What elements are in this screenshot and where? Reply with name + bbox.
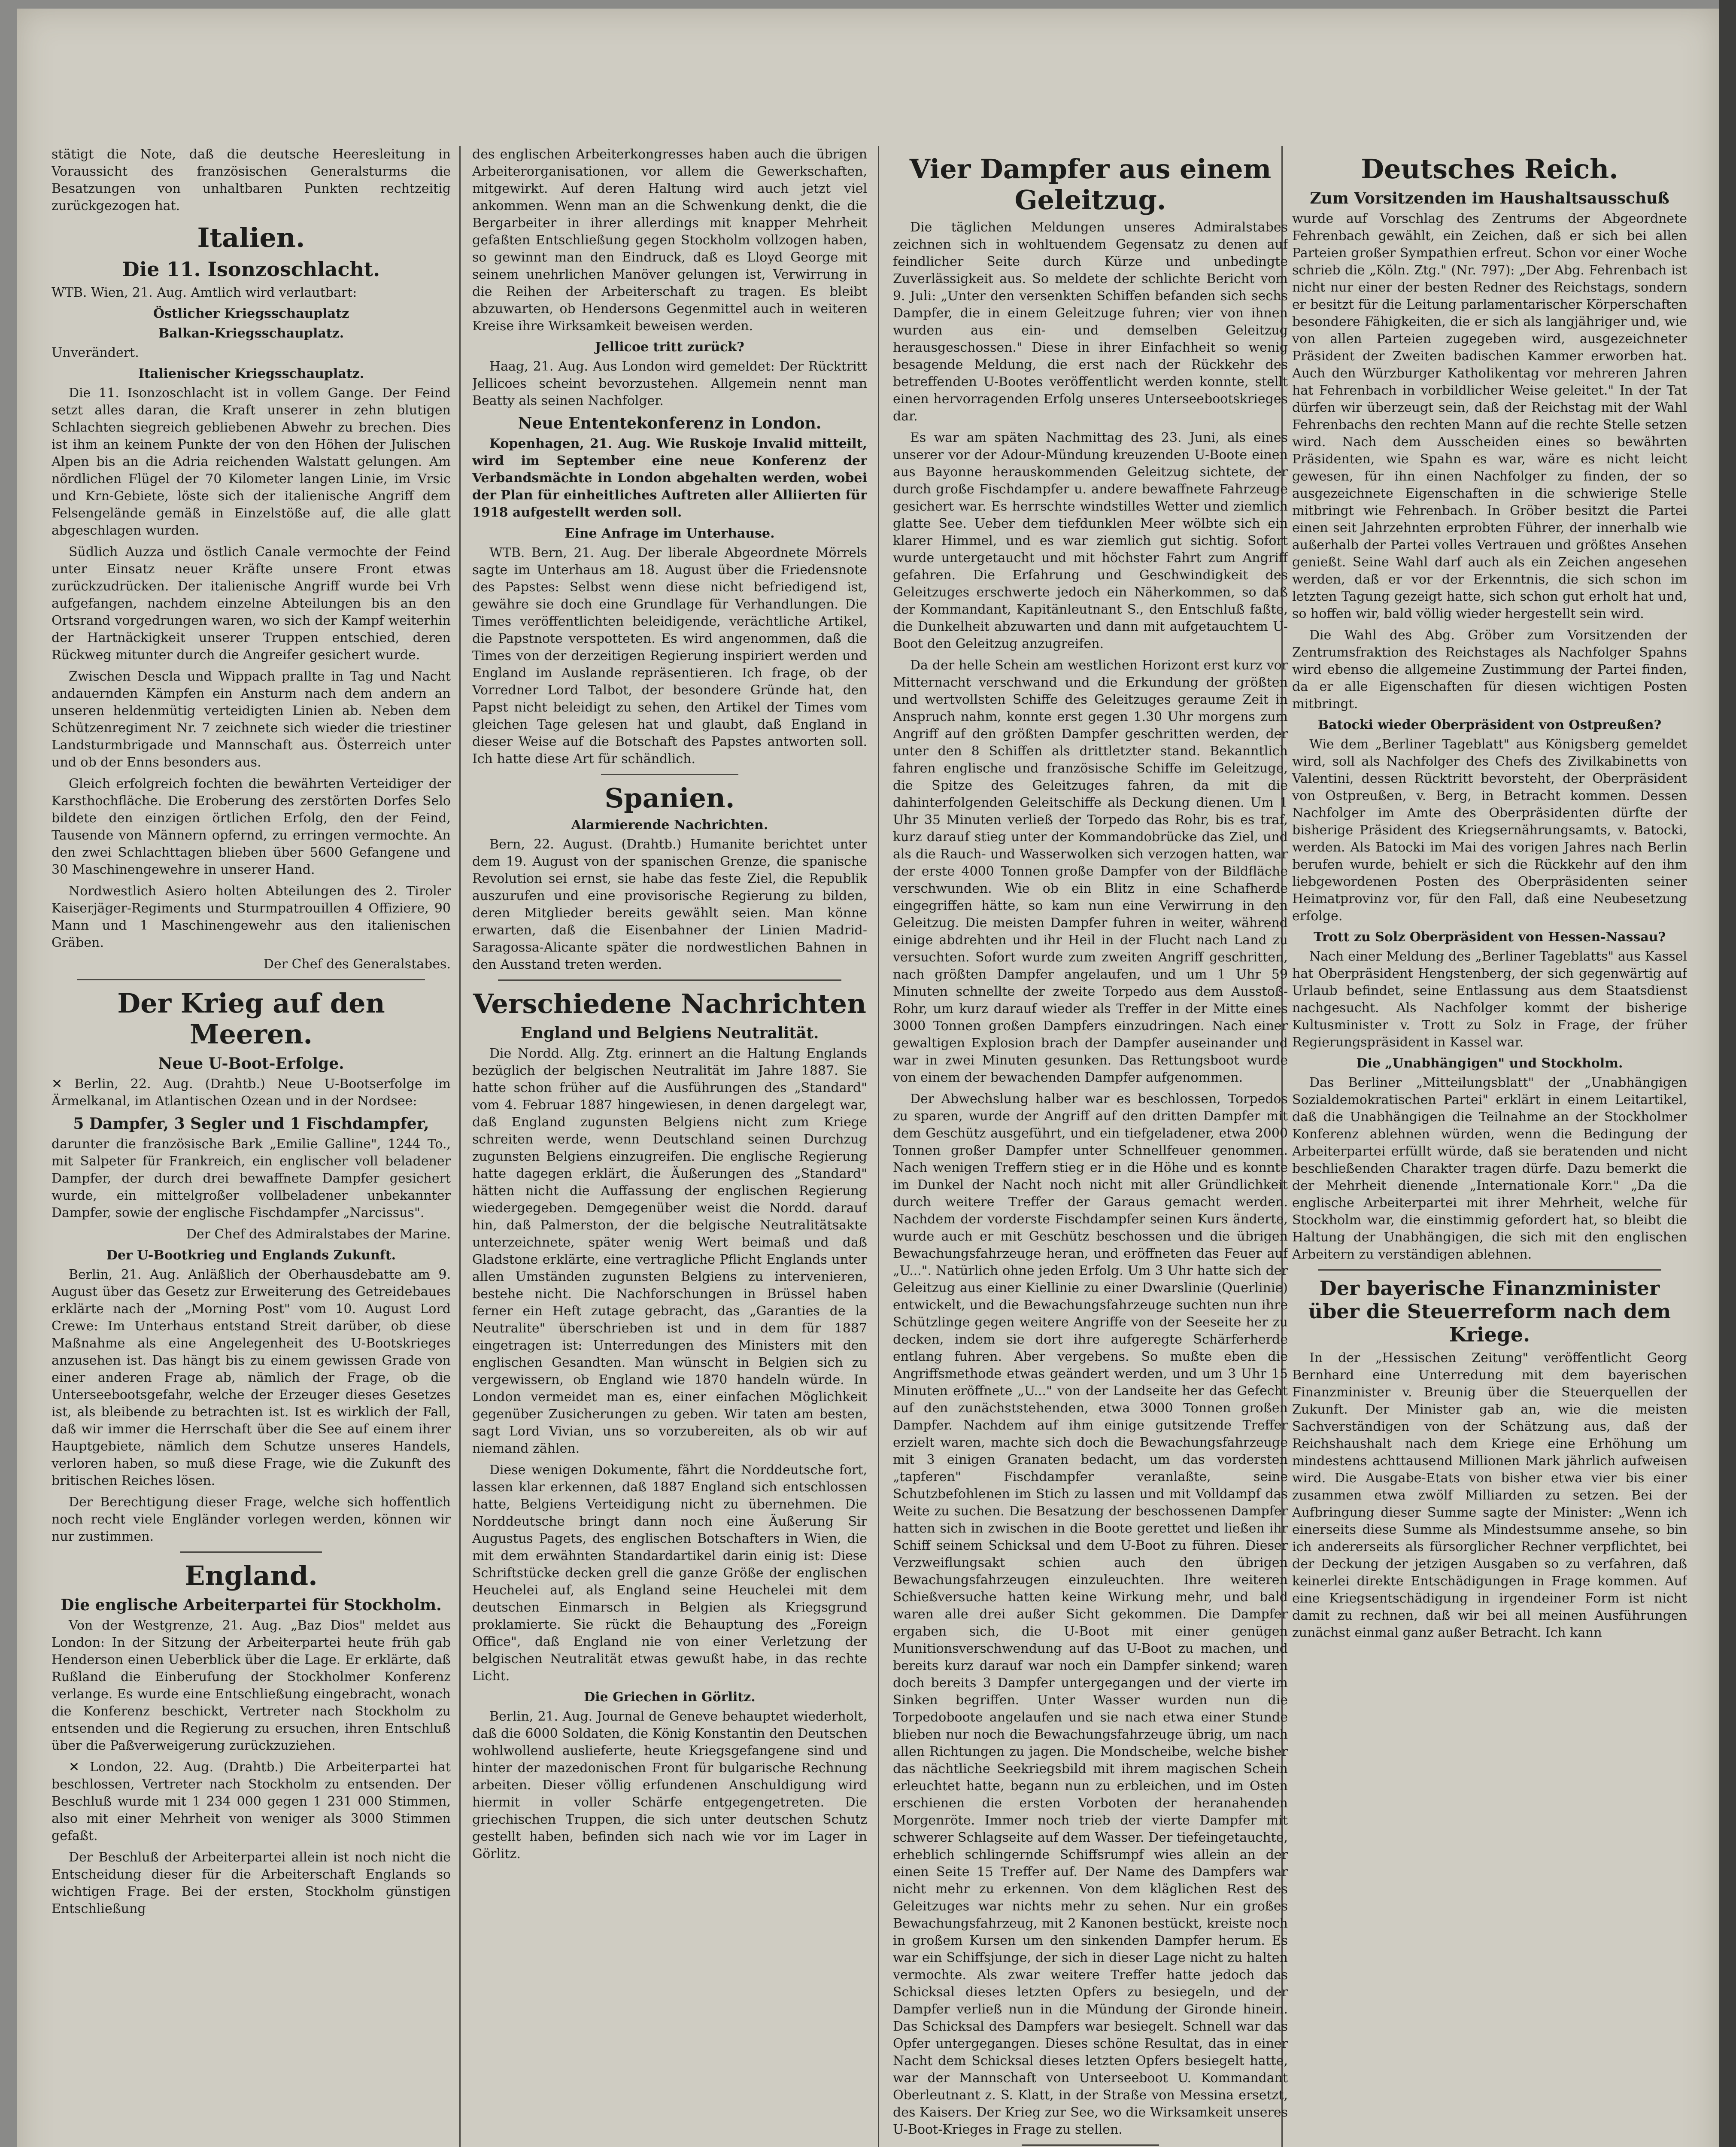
separator <box>77 979 425 980</box>
binding-edge <box>1719 0 1736 2147</box>
column-3 <box>893 146 1288 2147</box>
article-paragraph: Die täglichen Meldungen unseres Admiralstabes zeichnen sich in wohltuendem Gegensatz zu denen auf feindlicher Seite durch Kürze und unbedingte Zuverlässigkeit aus. So meldete der schlichte Bericht vom 9. Juli: „Unter den versenkten Schiffen befanden sich sechs Dampfer, die in einem Geleitzuge fuhren; vier von ihnen wurden aus ein- und demselben Geleitzug herausgeschossen." Diese in ihrer Einfachheit so wenig besagende Meldung, die erst nach der Rückkehr des betreffenden U-Bootes veröffentlicht werden konnte, stellt einen hervorragenden Erfolg unseres Unterseebootskrieges dar. <box>893 220 1288 424</box>
article-paragraph: Von der Westgrenze, 21. Aug. „Baz Dios" meldet aus London: In der Sitzung der Arbeiterpartei heute früh gab Henderson einen Ueberblick über die Lage. Er erklärte, daß Rußland die Einberufung der Stockholmer Konferenz verlange. Es wurde eine Entschließung eingebracht, wonach die Konferenz beschickt, Vertreter nach Stockholm zu entsenden und die Regierung zu ersuchen, ihren Entschluß über die Paßverweigerung zurückzuziehen. <box>52 1618 451 1753</box>
article-heading: Neue Ententekonferenz in London. <box>518 414 822 432</box>
column-1 <box>52 146 451 2147</box>
article-paragraph: Südlich Auzza und östlich Canale vermochte der Feind unter Einsatz neuer Kräfte unsere Front etwas zurückzudrücken. Der italienische Angriff wurde bei Vrh aufgefangen, nachdem einzelne Abteilungen bis an den Ortsrand vorgedrungen waren, wo sich der Kampf weiterhin der Hartnäckigkeit unserer Truppen entschied, deren Rückweg mitunter durch die Angreifer gesichert wurde. <box>52 544 451 663</box>
column-rule <box>459 146 461 2147</box>
section-heading-england: England. <box>185 1560 318 1591</box>
column-4 <box>1292 146 1687 2147</box>
highlight-line: 5 Dampfer, 3 Segler und 1 Fischdampfer, <box>73 1115 429 1133</box>
article-heading-finanzminister: Der bayerische Finanzminister über die Steuerreform nach dem Kriege. <box>1308 1277 1671 1346</box>
article-heading: Die englische Arbeiterpartei für Stockholm. <box>61 1596 442 1614</box>
article-heading: Die Griechen in Görlitz. <box>584 1690 756 1705</box>
article-paragraph: Es war am späten Nachmittag des 23. Juni, als eines unserer vor der Adour-Mündung kreuzenden U-Boote einen aus Bayonne herauskommenden Geleitzug sichtete, der durch große Fischdampfer u. andere bewaffnete Fahrzeuge gesichert war. Es herrschte windstilles Wetter und ziemlich glatte See. Ueber dem tiefdunklen Meer wölbte sich ein klarer Himmel, und es war ziemlich gut sichtig. Sofort wurde untergetaucht und mit höchster Fahrt zum Angriff gefahren. Die Erfahrung und Geschwindigkeit des Geleitzuges erschwerte jedoch ein Näherkommen, so daß der Kommandant, Kapitänleutnant S., den Entschluß faßte, die Dunkelheit abzuwarten und dann mit aufgetauchtem U-Boot den Geleitzug anzugreifen. <box>893 430 1288 651</box>
article-heading: Alarmierende Nachrichten. <box>571 818 768 833</box>
front-heading: Balkan-Kriegsschauplatz. <box>158 326 344 341</box>
article-paragraph: Haag, 21. Aug. Aus London wird gemeldet: Der Rücktritt Jellicoes scheint bevorzustehen. Allgemein nennt man Beatty als seinen Nachfolger. <box>472 359 867 408</box>
section-heading-krieg: Der Krieg auf den Meeren. <box>117 988 385 1050</box>
article-paragraph: Da der helle Schein am westlichen Horizont erst kurz vor Mitternacht verschwand und die Erkundung der größten und wertvollsten Schiffe des Geleitzuges geraume Zeit in Anspruch nahm, konnte erst gegen 1.30 Uhr morgens zum Angriff auf den größten Dampfer geschritten werden, der unter den 8 Schiffen als drittletzter stand. Bekanntlich fahren englische und französische Schiffe im Geleitzuge, die Spitze des Geleitzuges fahren, da mit die dahinterfolgenden Geleitschiffe als Deckung dienen. Um 1 Uhr 35 Minuten verließ der Torpedo das Rohr, bis es traf, kurz darauf stieg unter der Kommandobrücke das Ziel, und als die Rauch- und Wasserwolken sich verzogen hatten, war der erste 4000 Tonnen große Dampfer von der Bildfläche verschwunden. Wie ob ein Blitz in eine Schafherde eingegriffen hätte, so kam nun eine Verwirrung in den Geleitzug. Die meisten Dampfer fuhren in weiter, während einige abdrehten und ihr Heil in der Flucht nach Land zu versuchten. Sofort wurde zum zweiten Angriff geschritten, nach größten Dampfer angelaufen, und um 1 Uhr 59 Minuten schnellte der zweite Torpedo aus dem Ausstoß-Rohr, um kurz darauf wieder als Treffer in der Mitte eines 3000 Tonnen großen Dampfers einzudringen. Nach einer gewaltigen Explosion brach der Dampfer auseinander und war in zwei Minuten gesunken. Das Rettungsboot wurde von einem der bewachenden Dampfer aufgenommen. <box>893 658 1288 1085</box>
separator <box>498 979 841 981</box>
column-2 <box>472 146 867 2147</box>
article-paragraph: Nach einer Meldung des „Berliner Tageblatts" aus Kassel hat Oberpräsident Hengstenberg, der sich gegenwärtig auf Urlaub befindet, seine Entlassung aus dem Staatsdienst nachgesucht. Als Nachfolger kommt der bisherige Kultusminister v. Trott zu Solz in Frage, der früher Regierungspräsident in Kassel war. <box>1292 949 1687 1050</box>
article-heading: Zum Vorsitzenden im Haushaltsausschuß <box>1310 189 1669 207</box>
article-paragraph: Nordwestlich Asiero holten Abteilungen des 2. Tiroler Kaiserjäger-Regiments und Sturmpatrouillen 4 Offiziere, 90 Mann und 1 Maschinengewehr aus den italienischen Gräben. <box>52 884 451 950</box>
article-heading: Eine Anfrage im Unterhause. <box>565 526 775 541</box>
article-heading-u-boot: Neue U-Boot-Erfolge. <box>158 1055 344 1073</box>
article-paragraph: Berlin, 21. Aug. Journal de Geneve behauptet wiederholt, daß die 6000 Soldaten, die König Konstantin den Deutschen wohlwollend auslieferte, heute Kriegsgefangene sind und hinter der mazedonischen Front für bulgarische Rechnung arbeiten. Dieser völlig erfundenen Anschuldigung wird hiermit in voller Schärfe entgegengetreten. Die griechischen Truppen, die sich unter deutschen Schutz gestellt haben, befinden sich nach wie vor im Lager in Görlitz. <box>472 1709 867 1861</box>
section-heading-verschiedenes: Verschiedene Nachrichten <box>473 988 867 1019</box>
front-heading: Italienischer Kriegsschauplatz. <box>138 366 364 381</box>
article-paragraph: Bern, 22. August. (Drahtb.) Humanite berichtet unter dem 19. August von der spanischen Grenze, die spanische Revolution sei ernst, sie habe das feste Ziel, die Republik auszurufen und eine provisorische Regierung zu bilden, deren Mitglieder bereits gewählt seien. Man könne erwarten, daß die Eisenbahner der Linien Madrid-Saragossa-Alicante später die nordwestlichen Bahnen in den Ausstand treten werden. <box>472 837 867 972</box>
article-paragraph: Berlin, 21. Aug. Anläßlich der Oberhausdebatte am 9. August über das Gesetz zur Erweiterung des Getreidebaues erklärte nach der „Morning Post" vom 10. August Lord Crewe: Im Unterhaus entstand Streit darüber, ob diese Maßnahme als eine Angelegenheit des U-Bootskrieges anzusehen ist. Das hängt bis zu einem gewissen Grade von einer anderen Frage ab, nämlich der Frage, ob die Unterseebootsgefahr, welche der Erzeuger dieses Gesetzes ist, als bleibende zu betrachten ist. Ist es wirklich der Fall, daß wir immer die Herrschaft über die See auf einem ihrer Hauptgebiete, nämlich dem Schutze unseres Handels, verloren haben, so muß diese Frage, wie die Zukunft des britischen Reiches lösen. <box>52 1267 451 1488</box>
article-paragraph: Der Berechtigung dieser Frage, welche sich hoffentlich noch recht viele Engländer vorlegen werden, können wir nur zustimmen. <box>52 1495 451 1544</box>
article-paragraph: WTB. Bern, 21. Aug. Der liberale Abgeordnete Mörrels sagte im Unterhaus am 18. August über die Friedensnote des Papstes: Selbst wenn diese nicht befriedigend ist, gewähre sie doch eine Grundlage für Verhandlungen. Die Times veröffentlichten beleidigende, verächtliche Artikel, die Papstnote verspotteten. Es wird angenommen, daß die Times von der derzeitigen Regierung inspiriert werden und England im Auslande repräsentieren. Ich frage, ob der Vorredner Lord Talbot, der besondere Gründe hat, den Papst nicht beleidigt zu sehen, den Artikel der Times vom gleichen Tage gelesen hat und glaubt, daß England in dieser Weise auf die Botschaft des Papstes antworten soll. Ich hatte diese Art für schändlich. <box>472 545 867 766</box>
article-paragraph: Der Beschluß der Arbeiterpartei allein ist noch nicht die Entscheidung dieser für die Arbeiterschaft Englands so wichtigen Frage. Bei der ersten, Stockholm günstigen Entschließung <box>52 1850 451 1916</box>
section-heading-italien: Italien. <box>197 222 305 253</box>
newspaper-page <box>17 9 1719 2147</box>
article-paragraph: ✕ London, 22. Aug. (Drahtb.) Die Arbeiterpartei hat beschlossen, Vertreter nach Stockholm zu entsenden. Der Beschluß wurde mit 1 234 000 gegen 1 231 000 Stimmen, also mit einer Mehrheit von weniger als 3000 Stimmen gefaßt. <box>52 1760 451 1843</box>
separator <box>1022 2144 1159 2146</box>
signature: Der Chef des Admiralstabes der Marine. <box>186 1227 451 1242</box>
section-heading-deutsches-reich: Deutsches Reich. <box>1361 153 1618 185</box>
separator <box>1318 1269 1661 1271</box>
article-paragraph: ✕ Berlin, 22. Aug. (Drahtb.) Neue U-Bootserfolge im Ärmelkanal, im Atlantischen Ozean und in der Nordsee: <box>52 1077 451 1109</box>
article-heading: Der U-Bootkrieg und Englands Zukunft. <box>106 1248 396 1263</box>
article-paragraph: Die Nordd. Allg. Ztg. erinnert an die Haltung Englands bezüglich der belgischen Neutralität im Jahre 1887. Sie hatte schon früher auf die Ausführungen des „Standard" vom 4. Februar 1887 hingewiesen, in denen dargelegt war, daß England zugunsten Belgiens nicht zum Kriege schreiten werde, wenn Deutschland seinen Durchzug zugunsten Belgiens einzugreifen. Die englische Regierung hatte dagegen erklärt, die Äußerungen des „Standard" hätten nicht die Auffassung der englischen Regierung wiedergegeben. Demgegenüber weist die Nordd. darauf hin, daß Palmerston, der die belgische Neutralitätsakte unterzeichnete, später wenig Wert beimaß und daß Gladstone erklärte, eine vertragliche Pflicht Englands unter allen Umständen zugunsten Belgiens zu intervenieren, bestehe nicht. Die Nachforschungen in Brüssel haben ferner ein Heft zutage gebracht, das „Garanties de la Neutralite" überschrieben ist und in dem für 1887 eingetragen ist: Unterredungen des Ministers mit den englischen Gesandten. Man wünscht in Belgien sich zu vergewissern, ob England wie 1870 handeln würde. In London vermeidet man es, einer einfachen Möglichkeit gegenüber Zusicherungen zu geben. Wir taten am besten, sagt Lord Vivian, uns so vorzubereiten, als ob wir auf niemand zählen. <box>472 1046 867 1456</box>
article-paragraph: Diese wenigen Dokumente, fährt die Norddeutsche fort, lassen klar erkennen, daß 1887 England sich entschlossen hatte, Belgiens Verteidigung nicht zu übernehmen. Die Norddeutsche bringt dann noch eine Äußerung Sir Augustus Pagets, des englischen Botschafters in Wien, die mit dem erwähnten Standardartikel darin einig ist: Diese Schriftstücke decken grell die ganze Größe der englischen Heuchelei auf, als England seine Heuchelei mit dem deutschen Einmarsch in Belgien als Kriegsgrund proklamierte. Sie rückt die Behauptung des „Foreign Office", daß England nie von einer Verletzung der belgischen Neutralität etwas gewußt habe, in das rechte Licht. <box>472 1463 867 1684</box>
article-heading: Trott zu Solz Oberpräsident von Hessen-Nassau? <box>1313 930 1666 945</box>
article-paragraph: darunter die französische Bark „Emilie Galline", 1244 To., mit Salpeter für Frankreich, ein englischer voll beladener Dampfer, der durch drei bewaffnete Dampfer gesichert wurde, ein mittelgroßer vollbeladener unbekannter Dampfer, sowie der englische Fischdampfer „Narcissus". <box>52 1137 451 1220</box>
separator <box>180 1551 322 1553</box>
article-paragraph: Wie dem „Berliner Tageblatt" aus Königsberg gemeldet wird, soll als Nachfolger des Chefs des Zivilkabinetts von Valentini, dessen Rücktritt bevorsteht, der Oberpräsident von Ostpreußen, v. Berg, in Betracht kommen. Dessen Nachfolger im Amte des Oberpräsidenten dürfte der bisherige Präsident des Kriegsernährungsamts, v. Batocki, werden. Als Batocki im Mai des vorigen Jahres nach Berlin berufen wurde, behielt er sich die Rückkehr auf den ihm liebgewordenen Posten des Oberpräsidenten seiner Heimatprovinz vor, für den Fall, daß eine Neubesetzung erfolge. <box>1292 737 1687 924</box>
article-paragraph: des englischen Arbeiterkongresses haben auch die übrigen Arbeiterorganisationen, vor allem die Gewerkschaften, mitgewirkt. Auf deren Haltung wird auch jetzt viel ankommen. Wenn man an die Schwenkung denkt, die die Bergarbeiter in ihrer allerdings mit knapper Mehrheit gefaßten Entschließung gegen Stockholm vollzogen haben, so gewinnt man den Eindruck, daß es Lloyd George mit seinem unehrlichen Manöver gelungen ist, Verwirrung in die Reihen der Arbeiterschaft zu tragen. Es bleibt abzuwarten, ob Hendersons Gegenmittel auch in weiteren Kreise ihre Wirksamkeit beweisen werden. <box>472 147 867 334</box>
article-paragraph: wurde auf Vorschlag des Zentrums der Abgeordnete Fehrenbach gewählt, ein Zeichen, daß er sich bei allen Parteien großer Sympathien erfreut. Schon vor einer Woche schrieb die „Köln. Ztg." (Nr. 797): „Der Abg. Fehrenbach ist nicht nur einer der besten Redner des Reichstags, sondern er besitzt für die Leitung parlamentarischer Körperschaften besondere Fähigkeiten, die er sich als langjähriger und, wie von allen Parteien zugegeben wird, ausgezeichneter Präsident der Zweiten badischen Kammer erworben hat. Auch den Würzburger Katholikentag vor mehreren Jahren hat Fehrenbach in vorbildlicher Weise geleitet." In der Tat dürfen wir überzeugt sein, daß der Reichstag mit der Wahl Fehrenbachs den rechten Mann auf die rechte Stelle setzen wird. Nach dem Ausscheiden eines so bewährten Präsidenten, wie Spahn es war, wäre es nicht leicht gewesen, für ihn einen Nachfolger zu finden, der so ausgezeichnete Eigenschaften in die schwierige Stelle mitbringt wie Fehrenbach. In Gröber besitzt die Partei einen seit Jahrzehnten erprobten Führer, der innerhalb wie außerhalb der Partei volles Vertrauen und größtes Ansehen genießt. Seine Wahl darf auch als ein Zeichen angesehen werden, daß er vor der Erkenntnis, die sich schon im letzten Tagung gezeigt hatte, sich schon gut erholt hat und, so hoffen wir, bald völlig wieder hergestellt sein wird. <box>1292 211 1687 621</box>
article-paragraph: Kopenhagen, 21. Aug. Wie Ruskoje Invalid mitteilt, wird im September eine neue Konferenz der Verbandsmächte in London abgehalten werden, wobei der Plan für einheitliches Auftreten aller Alliierten für 1918 aufgestellt werden soll. <box>472 436 867 520</box>
article-paragraph: In der „Hessischen Zeitung" veröffentlicht Georg Bernhard eine Unterredung mit dem bayerischen Finanzminister v. Breunig über die Steuerquellen der Zukunft. Der Minister gab an, wie die meisten Sachverständigen von der Schätzung aus, daß der Reichshaushalt nach dem Kriege eine Erhöhung um mindestens achttausend Millionen Mark jährlich aufweisen wird. Die Ausgabe-Etats von bisher etwa vier bis einer zusammen etwa zwölf Milliarden zu setzen. Bei der Aufbringung dieser Summe sagte der Minister: „Wenn ich einerseits diese Summe als Mindestsumme ansehe, so bin ich andererseits als fürsorglicher Rechner verpflichtet, bei der Deckung der jetzigen Ausgaben so zu verfahren, daß keinerlei direkte Entschädigungen in Frage kommen. Auf eine Kriegsentschädigung in irgendeiner Form ist nicht damit zu rechnen, daß wir bei all meinen Ausführungen zunächst einmal ganz außer Betracht. Ich kann <box>1292 1350 1687 1640</box>
column-rule <box>878 146 879 2147</box>
article-paragraph: Die 11. Isonzoschlacht ist in vollem Gange. Der Feind setzt alles daran, die Kraft unserer in zehn blutigen Schlachten siegreich gebliebenen Abwehr zu brechen. Dies ist ihm an keinem Punkte der von den Höhen der Julischen Alpen bis an die Adria reichenden Walstatt gelungen. Am nördlichen Flügel der 70 Kilometer langen Linie, im Vrsic und Krn-Gebiete, löste sich der italienische Angriff dem Felsengelände gemäß in Einzelstöße auf, die alle glatt abgeschlagen wurden. <box>52 386 451 538</box>
front-heading: Östlicher Kriegsschauplatz <box>153 306 349 321</box>
article-paragraph: Der Abwechslung halber war es beschlossen, Torpedos zu sparen, wurde der Angriff auf den dritten Dampfer mit dem Geschütz ausgeführt, und ein tiefgeladener, etwa 2000 Tonnen großer Dampfer unter Schnellfeuer genommen. Nach wenigen Treffern stieg er in die Höhe und es konnte im Dunkel der Nacht noch nicht mit aller Gründlichkeit durch weitere Treffer der Garaus gemacht werden. Nachdem der vorderste Fischdampfer seinen Kurs änderte, wurde auch er mit Geschütz beschossen und die übrigen Bewachungsfahrzeuge heran, und eröffneten das Feuer auf „U...". Natürlich ohne jeden Erfolg. Um 3 Uhr hatte sich der Geleitzug aus einer Kiellinie zu einer Dwarslinie (Querlinie) entwickelt, und die Bewachungsfahrzeuge suchten nun ihre Schützlinge gegen weitere Angriffe von der Seeseite her zu decken, indem sie dort ihre aufgeregte Schärferherde entlang fuhren. Aber vergebens. So mußte eben die Angriffsmethode etwas geändert werden, und um 3 Uhr 15 Minuten eröffnete „U..." von der Landseite her das Gefecht auf den zunächststehenden, etwa 3000 Tonnen großen Dampfer. Nachdem auf ihm einige gutsitzende Treffer erzielt waren, machte sich doch die Bewachungsfahrzeuge mit 3 einigen Granaten bedacht, um das vordersten „tapferen" Fischdampfer veranlaßte, seine Schutzbefohlenen im Stich zu lassen und mit Volldampf das Weite zu suchen. Die Besatzung der beschossenen Dampfer hatten sich in zwischen in die Boote gerettet und ließen ihr Schiff seinem Schicksal und dem U-Boot zu führen. Dieser Verzweiflungsakt schien auch den übrigen Bewachungsfahrzeugen einzuleuchten. Ihre weiteren Schießversuche hatten keine Wirkung mehr, und bald waren alle drei außer Sicht gekommen. Die Dampfer ergaben sich, die U-Boot mit einer genügen Munitionsverschwendung auf das U-Boot zu machen, und bereits kurz darauf war noch ein Dampfer sinkend; waren doch bereits 3 Dampfer untergegangen und der vierte im Sinken begriffen. Unter Wasser wurden nun die Torpedoboote angelaufen und sie nach etwa einer Stunde blieben nur noch die Bewachungsfahrzeuge übrig, um nach allen Richtungen zu jagen. Die Mondscheibe, welche bisher das nächtliche Seekriegsbild mit ihrem magischen Schein erleuchtet hatte, begann nun zu erbleichen, und im Osten erschienen die ersten Vorboten der heranahenden Morgenröte. Immer noch trieb der vierte Dampfer mit schwerer Schlagseite auf dem Wasser. Der tiefeingetauchte, erheblich schlingernde Schiffsrumpf wies allein an der einen Seite 15 Treffer auf. Der Name des Dampfers war nicht mehr zu erkennen. Von dem kläglichen Rest des Geleitzuges war nichts mehr zu sehen. Nur ein großes Bewachungsfahrzeug, mit 2 Kanonen bestückt, kreiste noch in großem Kursen um den sinkenden Dampfer herum. Es war ein Schiffsjunge, der sich in dieser Lage nicht zu halten vermochte. Als zwar weitere Treffer hatte jedoch das Schicksal dieses letzten Opfers zu besiegeln, und der Dampfer verließ nun in die Mündung der Gironde hinein. Das Schicksal des Dampfers war besiegelt. Schnell war das Opfer untergegangen. Dieses schöne Resultat, das in einer Nacht dem Schicksal dieses letzten Opfers besiegelt hatte, war der Mannschaft von Unterseeboot U. Kommandant Oberleutnant z. S. Klatt, in der Straße von Messina ersetzt, des Kaisers. Der Krieg zur See, wo die Wirksamkeit unseres U-Boot-Krieges in Frage zu stellen. <box>893 1092 1288 2137</box>
article-heading-dampfer: Vier Dampfer aus einem Geleitzug. <box>909 153 1272 216</box>
section-heading-spanien: Spanien. <box>604 782 735 814</box>
article-paragraph: Zwischen Descla und Wippach prallte in Tag und Nacht andauernden Kämpfen ein Ansturm nach dem andern an unseren heldenmütig verteidigten Linien ab. Neben dem Schützenregiment Nr. 7 zeichnete sich wieder die triestiner Landsturmbrigade und Mannschaft aus. Österreich unter und ob der Enns besonders aus. <box>52 669 451 770</box>
wtb-dateline: WTB. Wien, 21. Aug. Amtlich wird verlautbart: <box>52 285 357 300</box>
article-heading: Batocki wieder Oberpräsident von Ostpreußen? <box>1317 718 1662 733</box>
unchanged-note: Unverändert. <box>52 345 139 360</box>
article-heading-isonzo: Die 11. Isonzoschlacht. <box>122 258 380 281</box>
article-paragraph: Die Wahl des Abg. Gröber zum Vorsitzenden der Zentrumsfraktion des Reichstages als Nachfolger Spahns wird ebenso die allgemeine Zustimmung der Partei finden, da er alle Eigenschaften für diesen wichtigen Posten mitbringt. <box>1292 628 1687 712</box>
article-heading: Jellicoe tritt zurück? <box>595 340 744 355</box>
article-heading: England und Belgiens Neutralität. <box>520 1024 819 1042</box>
signature: Der Chef des Generalstabes. <box>263 957 451 972</box>
article-heading: Die „Unabhängigen" und Stockholm. <box>1356 1056 1623 1071</box>
separator <box>601 774 738 775</box>
article-paragraph: Gleich erfolgreich fochten die bewährten Verteidiger der Karsthochfläche. Die Eroberung des zerstörten Dorfes Selo bildete den einzigen örtlichen Erfolg, den der Feind, Tausende von Männern opfernd, zu erringen vermochte. An den zwei Schlachttagen blieben über 5600 Gefangene und 30 Maschinengewehre in unserer Hand. <box>52 776 451 877</box>
intro-paragraph: stätigt die Note, daß die deutsche Heeresleitung in Voraussicht des französischen Generalsturms die Besatzungen von unhaltbaren Punkten rechtzeitig zurückgezogen hat. <box>52 147 451 213</box>
article-paragraph: Das Berliner „Mitteilungsblatt" der „Unabhängigen Sozialdemokratischen Partei" erklärt in einem Leitartikel, daß die Unabhängigen die Teilnahme an der Stockholmer Konferenz ablehnen würden, wenn die Bedingung der Arbeiterpartei erfüllt würde, daß sie beratenden und nicht beschließenden Charakter tragen dürfe. Dazu bemerkt die der Mehrheit dienende „Internationale Korr." „Da die englische Arbeiterpartei mit ihrer Mehrheit, welche für Stockholm war, die einstimmig gefordert hat, so bleibt die Haltung der Unabhängigen, die sich mit den englischen Arbeitern zu verständigen ablehnen. <box>1292 1075 1687 1262</box>
